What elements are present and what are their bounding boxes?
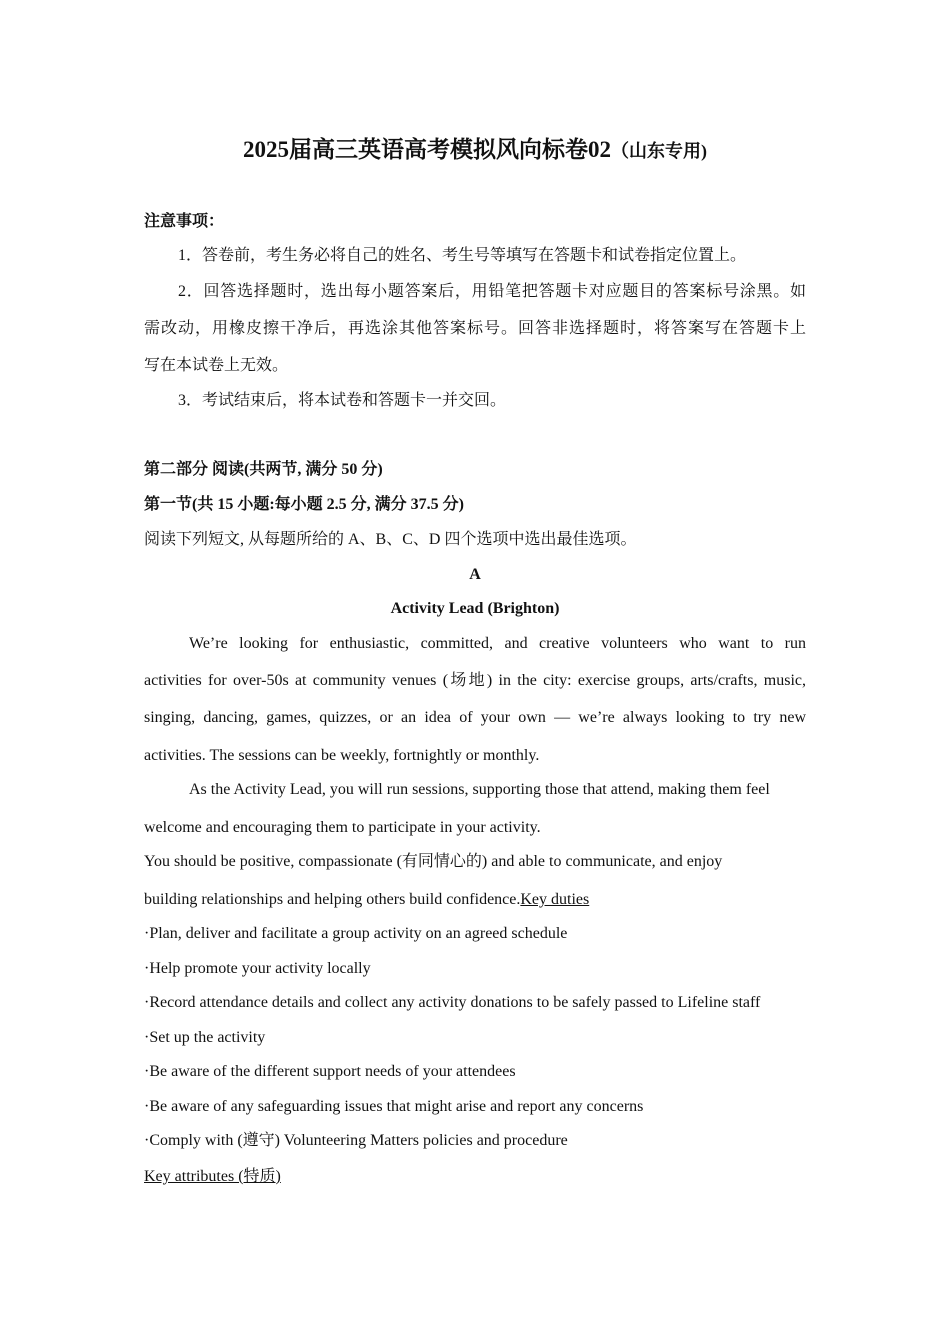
passage-paragraph-2-line-2: welcome and encouraging them to participate in your activity. xyxy=(144,819,541,836)
duty-item: ·Set up the activity xyxy=(144,1029,266,1046)
notice-item-2-line-2: 需改动，用橡皮擦干净后，再选涂其他答案标号。回答非选择题时，将答案写在答题卡上 xyxy=(144,320,806,337)
passage-paragraph-1-line-1: We’re looking for enthusiastic, committed, and creative volunteers who want to run xyxy=(189,635,806,652)
duty-item: ·Be aware of any safeguarding issues that might arise and report any concerns xyxy=(144,1098,644,1115)
key-duties-heading: Key duties xyxy=(520,891,590,908)
passage-paragraph-3-text: building relationships and helping others build confidence. xyxy=(144,891,521,908)
duty-item: ·Record attendance details and collect any activity donations to be safely passed to Lifeline staff xyxy=(144,994,761,1011)
notice-item-3: 3．考试结束后，将本试卷和答题卡一并交回。 xyxy=(178,392,507,409)
part-heading: 第二部分 阅读(共两节, 满分 50 分) xyxy=(144,461,383,478)
duty-item: ·Plan, deliver and facilitate a group activity on an agreed schedule xyxy=(144,925,568,942)
passage-paragraph-1-line-4: activities. The sessions can be weekly, fortnightly or monthly. xyxy=(144,747,540,764)
section-instruction: 阅读下列短文, 从每题所给的 A、B、C、D 四个选项中选出最佳选项。 xyxy=(144,531,637,548)
title-subtitle: （山东专用) xyxy=(611,141,707,161)
duty-item: ·Comply with (遵守) Volunteering Matters policies and procedure xyxy=(144,1132,568,1149)
passage-paragraph-3-line-1: You should be positive, compassionate (有同情心的) and able to communicate, and enjoy xyxy=(144,853,723,870)
passage-paragraph-1-line-3: singing, dancing, games, quizzes, or an idea of your own — we’re always looking to try new xyxy=(144,709,806,726)
passage-paragraph-2-line-1: As the Activity Lead, you will run sessions, supporting those that attend, making them feel xyxy=(189,781,770,798)
title-main: 2025届高三英语高考模拟风向标卷02 xyxy=(243,137,611,162)
passage-paragraph-1-line-2: activities for over-50s at community venues (场地) in the city: exercise groups, arts/crafts, music, xyxy=(144,672,806,689)
notice-heading: 注意事项： xyxy=(144,213,225,230)
notice-item-1: 1．答卷前，考生务必将自己的姓名、考生号等填写在答题卡和试卷指定位置上。 xyxy=(178,247,747,264)
passage-label: A xyxy=(469,566,481,583)
notice-item-2-line-3: 写在本试卷上无效。 xyxy=(144,357,289,374)
passage-title: Activity Lead (Brighton) xyxy=(390,600,560,617)
passage-paragraph-3-line-2 xyxy=(144,889,806,911)
duty-item: ·Help promote your activity locally xyxy=(144,960,371,977)
notice-item-2-line-1: 2．回答选择题时，选出每小题答案后，用铅笔把答题卡对应题目的答案标号涂黑。如 xyxy=(178,283,806,300)
section-heading: 第一节(共 15 小题:每小题 2.5 分, 满分 37.5 分) xyxy=(144,496,464,513)
document-title xyxy=(144,134,806,167)
key-attributes-heading: Key attributes (特质) xyxy=(144,1168,281,1185)
duty-item: ·Be aware of the different support needs of your attendees xyxy=(144,1063,516,1080)
